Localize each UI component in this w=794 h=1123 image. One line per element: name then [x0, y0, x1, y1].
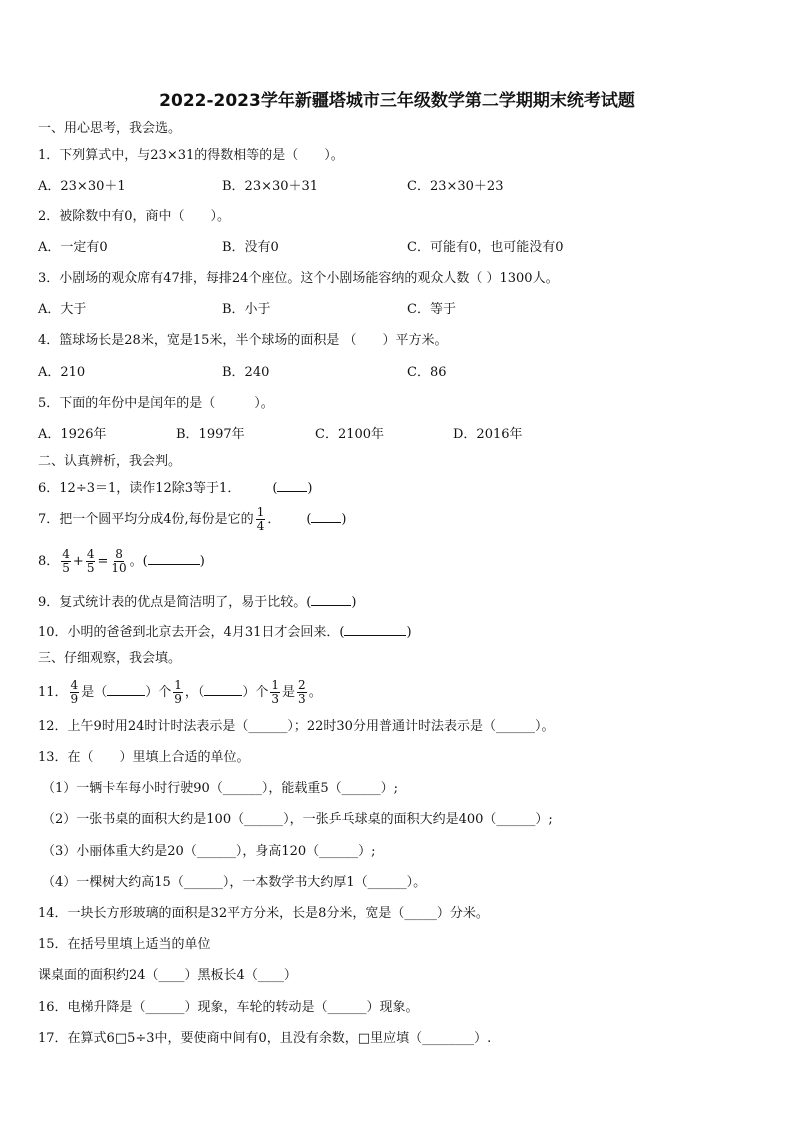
q11-blank-1[interactable] [107, 683, 145, 696]
question-14: 14．一块长方形玻璃的面积是32平方分米，长是8分米，宽是（_____）分米。 [38, 906, 489, 921]
question-15-sub: 课桌面的面积约24（____）黑板长4（____） [38, 968, 297, 983]
question-13-part-1: （1）一辆卡车每小时行驶90（______），能载重5（______）; [42, 781, 398, 796]
q6-answer-blank[interactable] [277, 479, 307, 492]
q8-fraction-c: $\frac{8}{10}$ [111, 547, 127, 575]
q11-blank-2[interactable] [204, 683, 242, 696]
q4-option-a[interactable]: A．210 [38, 365, 86, 380]
section-1-heading: 一、用心思考，我会选。 [38, 121, 182, 136]
question-13-part-3: （3）小丽体重大约是20（______），身高120（______）; [42, 844, 376, 859]
question-12: 12．上午9时用24时计时法表示是（______）；22时30分用普通计时法表示是（______）。 [38, 719, 555, 734]
question-3: 3．小剧场的观众席有47排，每排24个座位。这个小剧场能容纳的观众人数（ ）1300人。 [38, 271, 559, 286]
q8-fraction-b: $\frac{4}{5}$ [86, 547, 95, 575]
question-7: 7．把一个圆平均分成4份,每份是它的 $\frac{1}{4}$ ． ( ) [38, 505, 347, 533]
q7-answer-blank[interactable] [311, 510, 341, 523]
question-15: 15．在括号里填上适当的单位 [38, 937, 211, 952]
q1-option-a[interactable]: A．23×30＋1 [38, 179, 126, 194]
q2-option-c[interactable]: C．可能有0，也可能没有0 [407, 240, 564, 255]
q3-option-b[interactable]: B．小于 [222, 302, 271, 317]
question-2: 2．被除数中有0，商中（ ）。 [38, 209, 231, 224]
question-17: 17．在算式6□5÷3中，要使商中间有0，且没有余数，□里应填（________）. [38, 1031, 492, 1046]
question-16: 16．电梯升降是（______）现象，车轮的转动是（______）现象。 [38, 1000, 419, 1015]
section-2-heading: 二、认真辨析，我会判。 [38, 454, 182, 469]
q1-option-c[interactable]: C．23×30＋23 [407, 179, 504, 194]
section-3-heading: 三、仔细观察，我会填。 [38, 651, 182, 666]
question-4: 4．篮球场长是28米，宽是15米，半个球场的面积是 （ ）平方米。 [38, 333, 448, 348]
q8-answer-blank[interactable] [148, 552, 200, 565]
q10-answer-blank[interactable] [344, 623, 406, 636]
q5-option-b[interactable]: B．1997年 [176, 427, 245, 442]
question-13: 13．在（ ）里填上合适的单位。 [38, 750, 250, 765]
q3-option-c[interactable]: C．等于 [407, 302, 456, 317]
page-title: 2022-2023学年新疆塔城市三年级数学第二学期期末统考试题 [159, 91, 635, 111]
question-1: 1．下列算式中，与23×31的得数相等的是（ ）。 [38, 148, 344, 163]
q3-option-a[interactable]: A．大于 [38, 302, 87, 317]
q11-fraction-4-9: $\frac{4}{9}$ [70, 678, 79, 706]
question-5: 5．下面的年份中是闰年的是（ ）。 [38, 396, 274, 411]
q5-option-d[interactable]: D．2016年 [453, 427, 523, 442]
q5-option-c[interactable]: C．2100年 [315, 427, 385, 442]
question-13-part-4: （4）一棵树大约高15（______），一本数学书大约厚1（______）。 [42, 875, 427, 890]
q2-option-b[interactable]: B．没有0 [222, 240, 279, 255]
q9-answer-blank[interactable] [311, 593, 351, 606]
q11-fraction-2-3: $\frac{2}{3}$ [298, 678, 306, 706]
q6-text: 6．12÷3＝1，读作12除3等于1． [38, 481, 241, 496]
q2-option-a[interactable]: A．一定有0 [38, 240, 108, 255]
question-10: 10．小明的爸爸到北京去开会，4月31日才会回来．( ) [38, 625, 412, 640]
q7-text: 7．把一个圆平均分成4份,每份是它的 [38, 512, 254, 527]
q5-option-a[interactable]: A．1926年 [38, 427, 107, 442]
question-9: 9．复式统计表的优点是简洁明了，易于比较。( ) [38, 595, 357, 610]
question-13-part-2: （2）一张书桌的面积大约是100（______），一张乒乓球桌的面积大约是400（______）; [42, 812, 553, 827]
q1-option-b[interactable]: B．23×30＋31 [222, 179, 319, 194]
question-6: 6．12÷3＝1，读作12除3等于1． ( ) [38, 481, 313, 496]
q4-option-c[interactable]: C．86 [407, 365, 447, 380]
q7-fraction: $\frac{1}{4}$ [256, 505, 265, 533]
q11-fraction-1-3: $\frac{1}{3}$ [271, 678, 280, 706]
question-11: 11． $\frac{4}{9}$ 是（ ）个 $\frac{1}{9}$ ，（ ）个 $\frac{1}{3}$ 是 $\frac{2}{3}$ 。 [38, 678, 322, 706]
question-8: 8． $\frac{4}{5}$ + $\frac{4}{5}$ = $\frac{8}{10}$ 。( ) [38, 547, 205, 575]
q4-option-b[interactable]: B．240 [222, 365, 270, 380]
q8-fraction-a: $\frac{4}{5}$ [62, 547, 70, 575]
q11-fraction-1-9: $\frac{1}{9}$ [174, 678, 182, 706]
